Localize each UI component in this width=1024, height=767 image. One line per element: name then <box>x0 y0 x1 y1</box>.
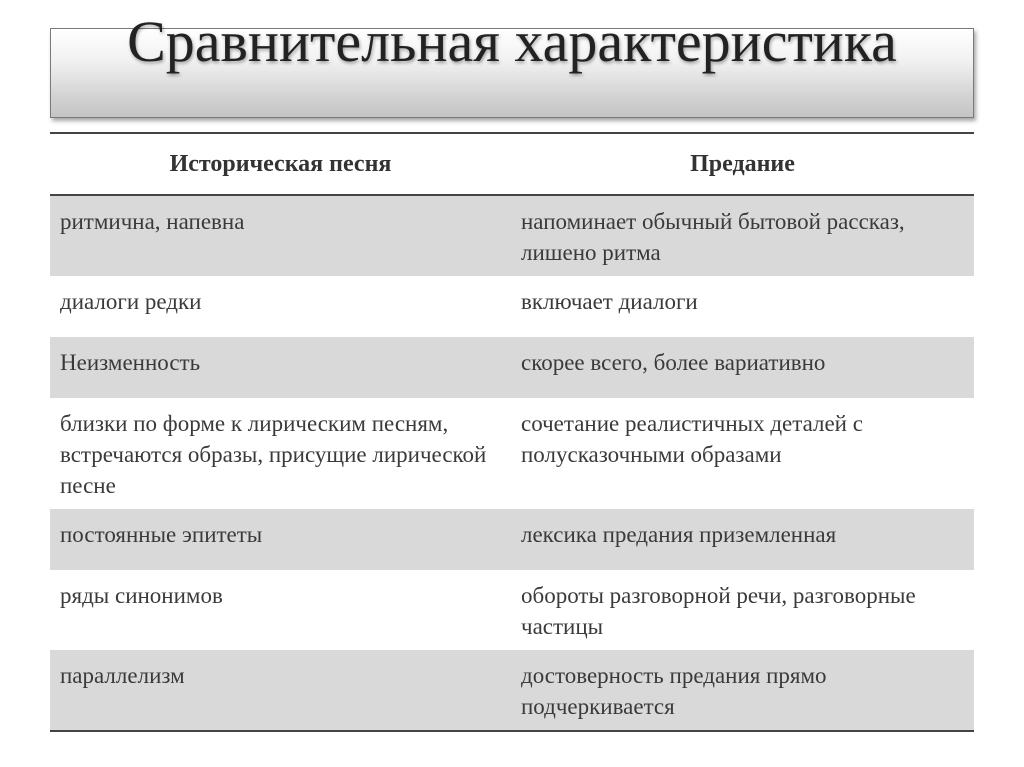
header-legend: Предание <box>511 133 974 195</box>
header-historical-song: Историческая песня <box>50 133 511 195</box>
cell-legend: сочетание реалистичных деталей с полусказочными образами <box>521 411 863 467</box>
cell-legend: лексика предания приземленная <box>511 509 974 570</box>
table-row <box>50 398 974 509</box>
cell-legend: включает диалоги <box>521 289 698 314</box>
table-row <box>50 337 974 398</box>
table-row <box>50 195 974 276</box>
cell-song: диалоги редки <box>60 289 202 314</box>
table-row <box>50 276 974 337</box>
slide-title: Сравнительная характеристика <box>127 9 897 74</box>
table-row <box>50 650 974 731</box>
cell-song: Неизменность <box>50 337 511 398</box>
cell-legend: напоминает обычный бытовой рассказ, лишено ритма <box>511 195 974 276</box>
comparison-table <box>50 132 974 732</box>
cell-song: параллелизм <box>50 650 511 731</box>
table-row <box>50 570 974 650</box>
cell-legend: обороты разговорной речи, разговорные частицы <box>521 583 916 639</box>
table-row <box>50 509 974 570</box>
cell-song: постоянные эпитеты <box>50 509 511 570</box>
cell-legend: скорее всего, более вариативно <box>511 337 974 398</box>
cell-song: ряды синонимов <box>60 583 223 608</box>
cell-legend: достоверность предания прямо подчеркивается <box>511 650 974 731</box>
cell-song: ритмична, напевна <box>50 195 511 276</box>
comparison-table-container <box>50 132 974 732</box>
table-header-row <box>50 133 974 195</box>
cell-song: близки по форме к лирическим песням, встречаются образы, присущие лирической песне <box>60 411 487 498</box>
